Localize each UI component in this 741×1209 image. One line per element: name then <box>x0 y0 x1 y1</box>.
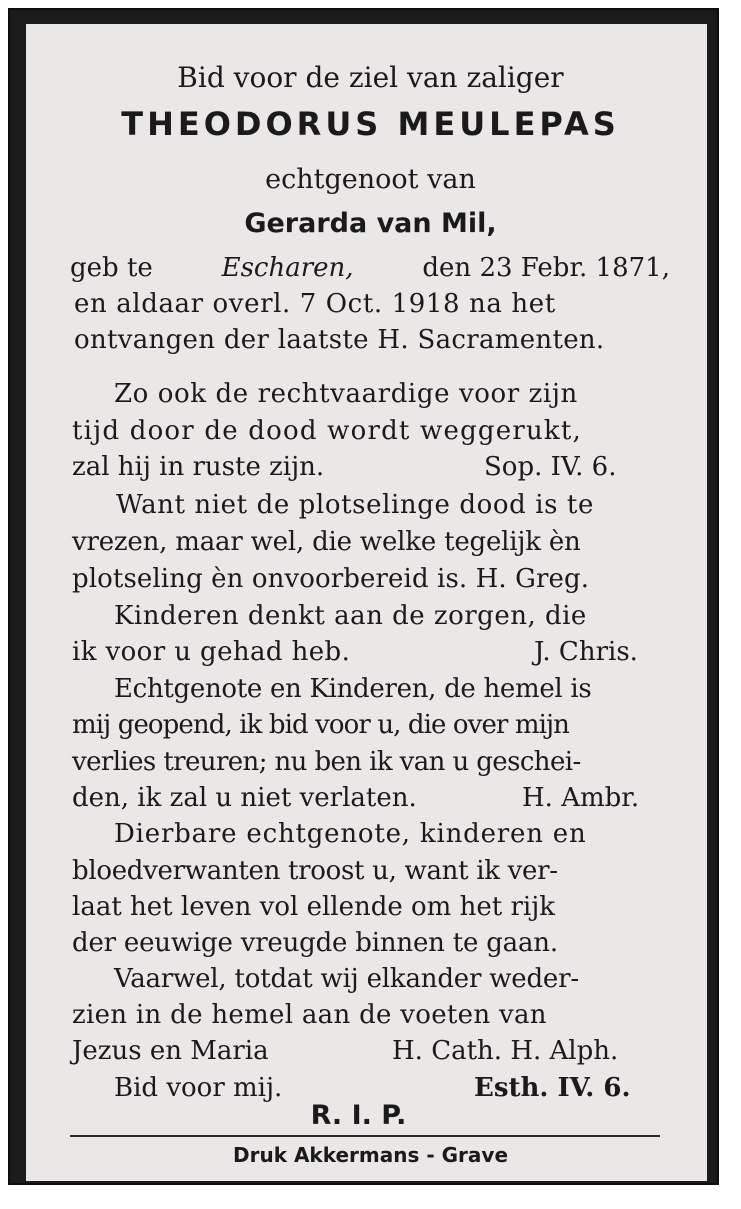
text-line: Kinderen denkt aan de zorgen, die <box>114 601 587 631</box>
text-line: Jezus en Maria <box>72 1036 269 1066</box>
closing-prayer: Bid voor mij. <box>114 1073 283 1103</box>
birth-date: den 23 Febr. 1871, <box>422 253 670 283</box>
birth-line <box>70 252 670 284</box>
text-line: Vaarwel, totdat wij elkander weder- <box>114 964 579 994</box>
text-line: Dierbare echtgenote, kinderen en <box>114 819 587 849</box>
citation: H. Ambr. <box>522 783 640 813</box>
citation: J. Chris. <box>534 637 638 667</box>
birth-place: Escharen, <box>221 253 354 283</box>
text-line: Zo ook de rechtvaardige voor zijn <box>114 379 578 409</box>
relation-line: echtgenoot van <box>265 164 476 195</box>
text-line: bloedverwanten troost u, want ik ver- <box>72 856 558 886</box>
birth-prefix: geb te <box>70 253 153 283</box>
rip-mark: R. I. P. <box>310 1100 407 1131</box>
spouse-name: Gerarda van Mil, <box>244 208 497 239</box>
citation: Sop. IV. 6. <box>484 452 617 482</box>
citation: H. Cath. H. Alph. <box>392 1036 619 1066</box>
text-line: zien in de hemel aan de voeten van <box>72 1000 547 1030</box>
intro-line: Bid voor de ziel van zaliger <box>177 61 564 94</box>
text-line: verlies treuren; nu ben ik van u geschei- <box>72 747 581 777</box>
text-line: der eeuwige vreugde binnen te gaan. <box>72 928 558 958</box>
text-line: Want niet de plotselinge dood is te <box>116 490 594 520</box>
printer-imprint: Druk Akkermans - Grave <box>232 1143 509 1167</box>
text-line: vrezen, maar wel, die welke tegelijk èn <box>72 527 581 557</box>
text-line: tijd door de dood wordt weggerukt, <box>72 416 582 446</box>
death-line: en aldaar overl. 7 Oct. 1918 na het <box>74 289 556 319</box>
citation: Esth. IV. 6. <box>474 1073 631 1103</box>
text-line: laat het leven vol ellende om het rijk <box>72 892 556 922</box>
text-line: ik voor u gehad heb. <box>72 637 351 667</box>
text-line: den, ik zal u niet verlaten. <box>72 783 417 813</box>
sacraments-line: ontvangen der laatste H. Sacramenten. <box>74 325 605 355</box>
divider <box>70 1135 660 1137</box>
text-line: zal hij in ruste zijn. <box>72 452 325 482</box>
deceased-name: THEODORUS MEULEPAS <box>121 105 620 143</box>
text-line: Echtgenote en Kinderen, de hemel is <box>114 674 592 704</box>
text-line: mij geopend, ik bid voor u, die over mijn <box>72 710 570 740</box>
text-line: plotseling èn onvoorbereid is. H. Greg. <box>72 564 590 594</box>
